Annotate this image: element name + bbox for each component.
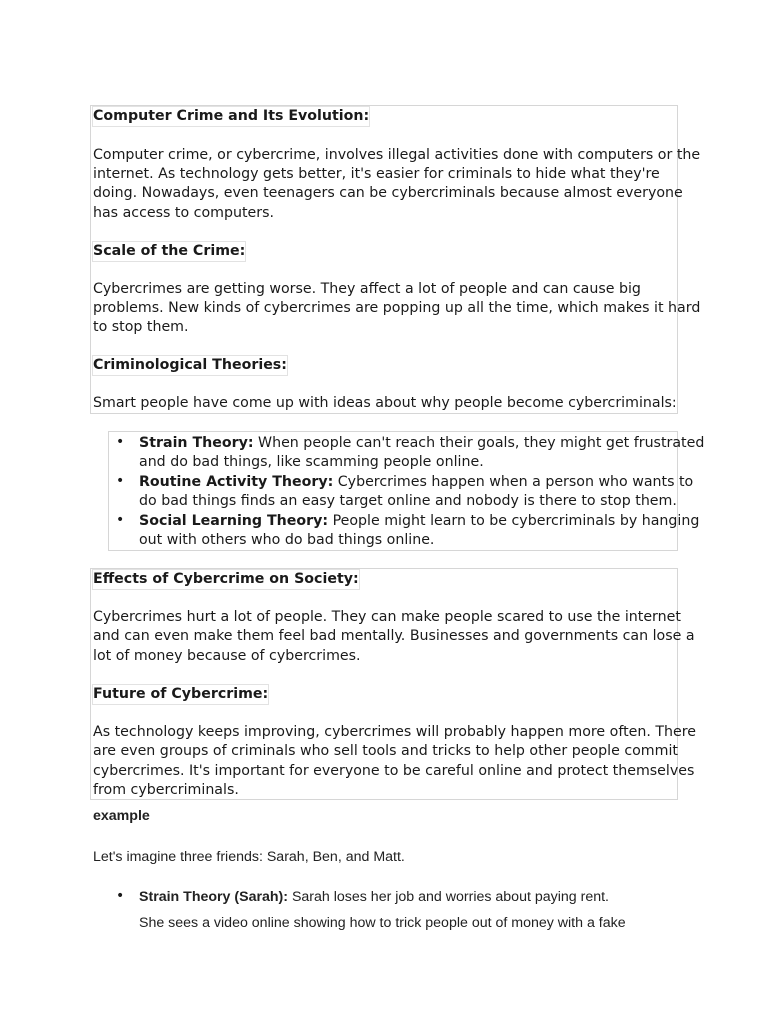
list-item [139, 512, 699, 531]
list-item-term: Strain Theory (Sarah): [139, 889, 288, 905]
example-intro: Let's imagine three friends: Sarah, Ben, and Matt. [93, 849, 405, 865]
paragraph-line: to stop them. [93, 319, 189, 335]
bullet-icon: • [116, 512, 125, 528]
list-item-text: Sarah loses her job and worries about paying rent. [288, 889, 609, 905]
example-list-item [139, 888, 609, 907]
paragraph-line: lot of money because of cybercrimes. [93, 648, 361, 664]
paragraph-line: has access to computers. [93, 205, 274, 221]
list-item-line: do bad things finds an easy target online and nobody is there to stop them. [139, 493, 677, 509]
paragraph-line: problems. New kinds of cybercrimes are popping up all the time, which makes it hard [93, 300, 701, 316]
list-item [139, 473, 693, 492]
paragraph-line: As technology keeps improving, cybercrimes will probably happen more often. There [93, 724, 697, 740]
heading-computer-crime: Computer Crime and Its Evolution: [93, 107, 369, 126]
list-item-line: out with others who do bad things online. [139, 532, 435, 548]
paragraph-line: Cybercrimes hurt a lot of people. They can make people scared to use the internet [93, 609, 681, 625]
paragraph-line: internet. As technology gets better, it's easier for criminals to hide what they're [93, 166, 660, 182]
paragraph-line: Cybercrimes are getting worse. They affect a lot of people and can cause big [93, 281, 641, 297]
paragraph-line: and can even make them feel bad mentally. Businesses and governments can lose a [93, 628, 695, 644]
list-item-text: When people can't reach their goals, they might get frustrated [253, 435, 705, 451]
list-item [139, 434, 704, 453]
bullet-icon: • [116, 473, 125, 489]
heading-theories: Criminological Theories: [93, 356, 287, 375]
list-item-term: Strain Theory: [139, 435, 254, 451]
paragraph-line: from cybercriminals. [93, 782, 239, 798]
heading-scale: Scale of the Crime: [93, 242, 245, 261]
paragraph-line: cybercrimes. It's important for everyone to be careful online and protect themselves [93, 763, 695, 779]
list-item-term: Routine Activity Theory: [139, 474, 334, 490]
paragraph-line: doing. Nowadays, even teenagers can be cybercriminals because almost everyone [93, 185, 683, 201]
list-item-line: and do bad things, like scamming people online. [139, 454, 484, 470]
list-item-text: Cybercrimes happen when a person who wants to [333, 474, 694, 490]
example-list-item-line: She sees a video online showing how to trick people out of money with a fake [139, 915, 626, 931]
paragraph-line: Smart people have come up with ideas about why people become cybercriminals: [93, 395, 677, 411]
paragraph-line: are even groups of criminals who sell tools and tricks to help other people commit [93, 743, 678, 759]
list-item-term: Social Learning Theory: [139, 513, 329, 529]
heading-future: Future of Cybercrime: [93, 685, 268, 704]
heading-effects: Effects of Cybercrime on Society: [93, 570, 359, 589]
list-item-text: People might learn to be cybercriminals by hanging [328, 513, 700, 529]
bullet-icon: • [116, 434, 125, 450]
example-label: example [93, 808, 150, 824]
paragraph-line: Computer crime, or cybercrime, involves illegal activities done with computers or the [93, 147, 701, 163]
bullet-icon: • [116, 888, 125, 904]
